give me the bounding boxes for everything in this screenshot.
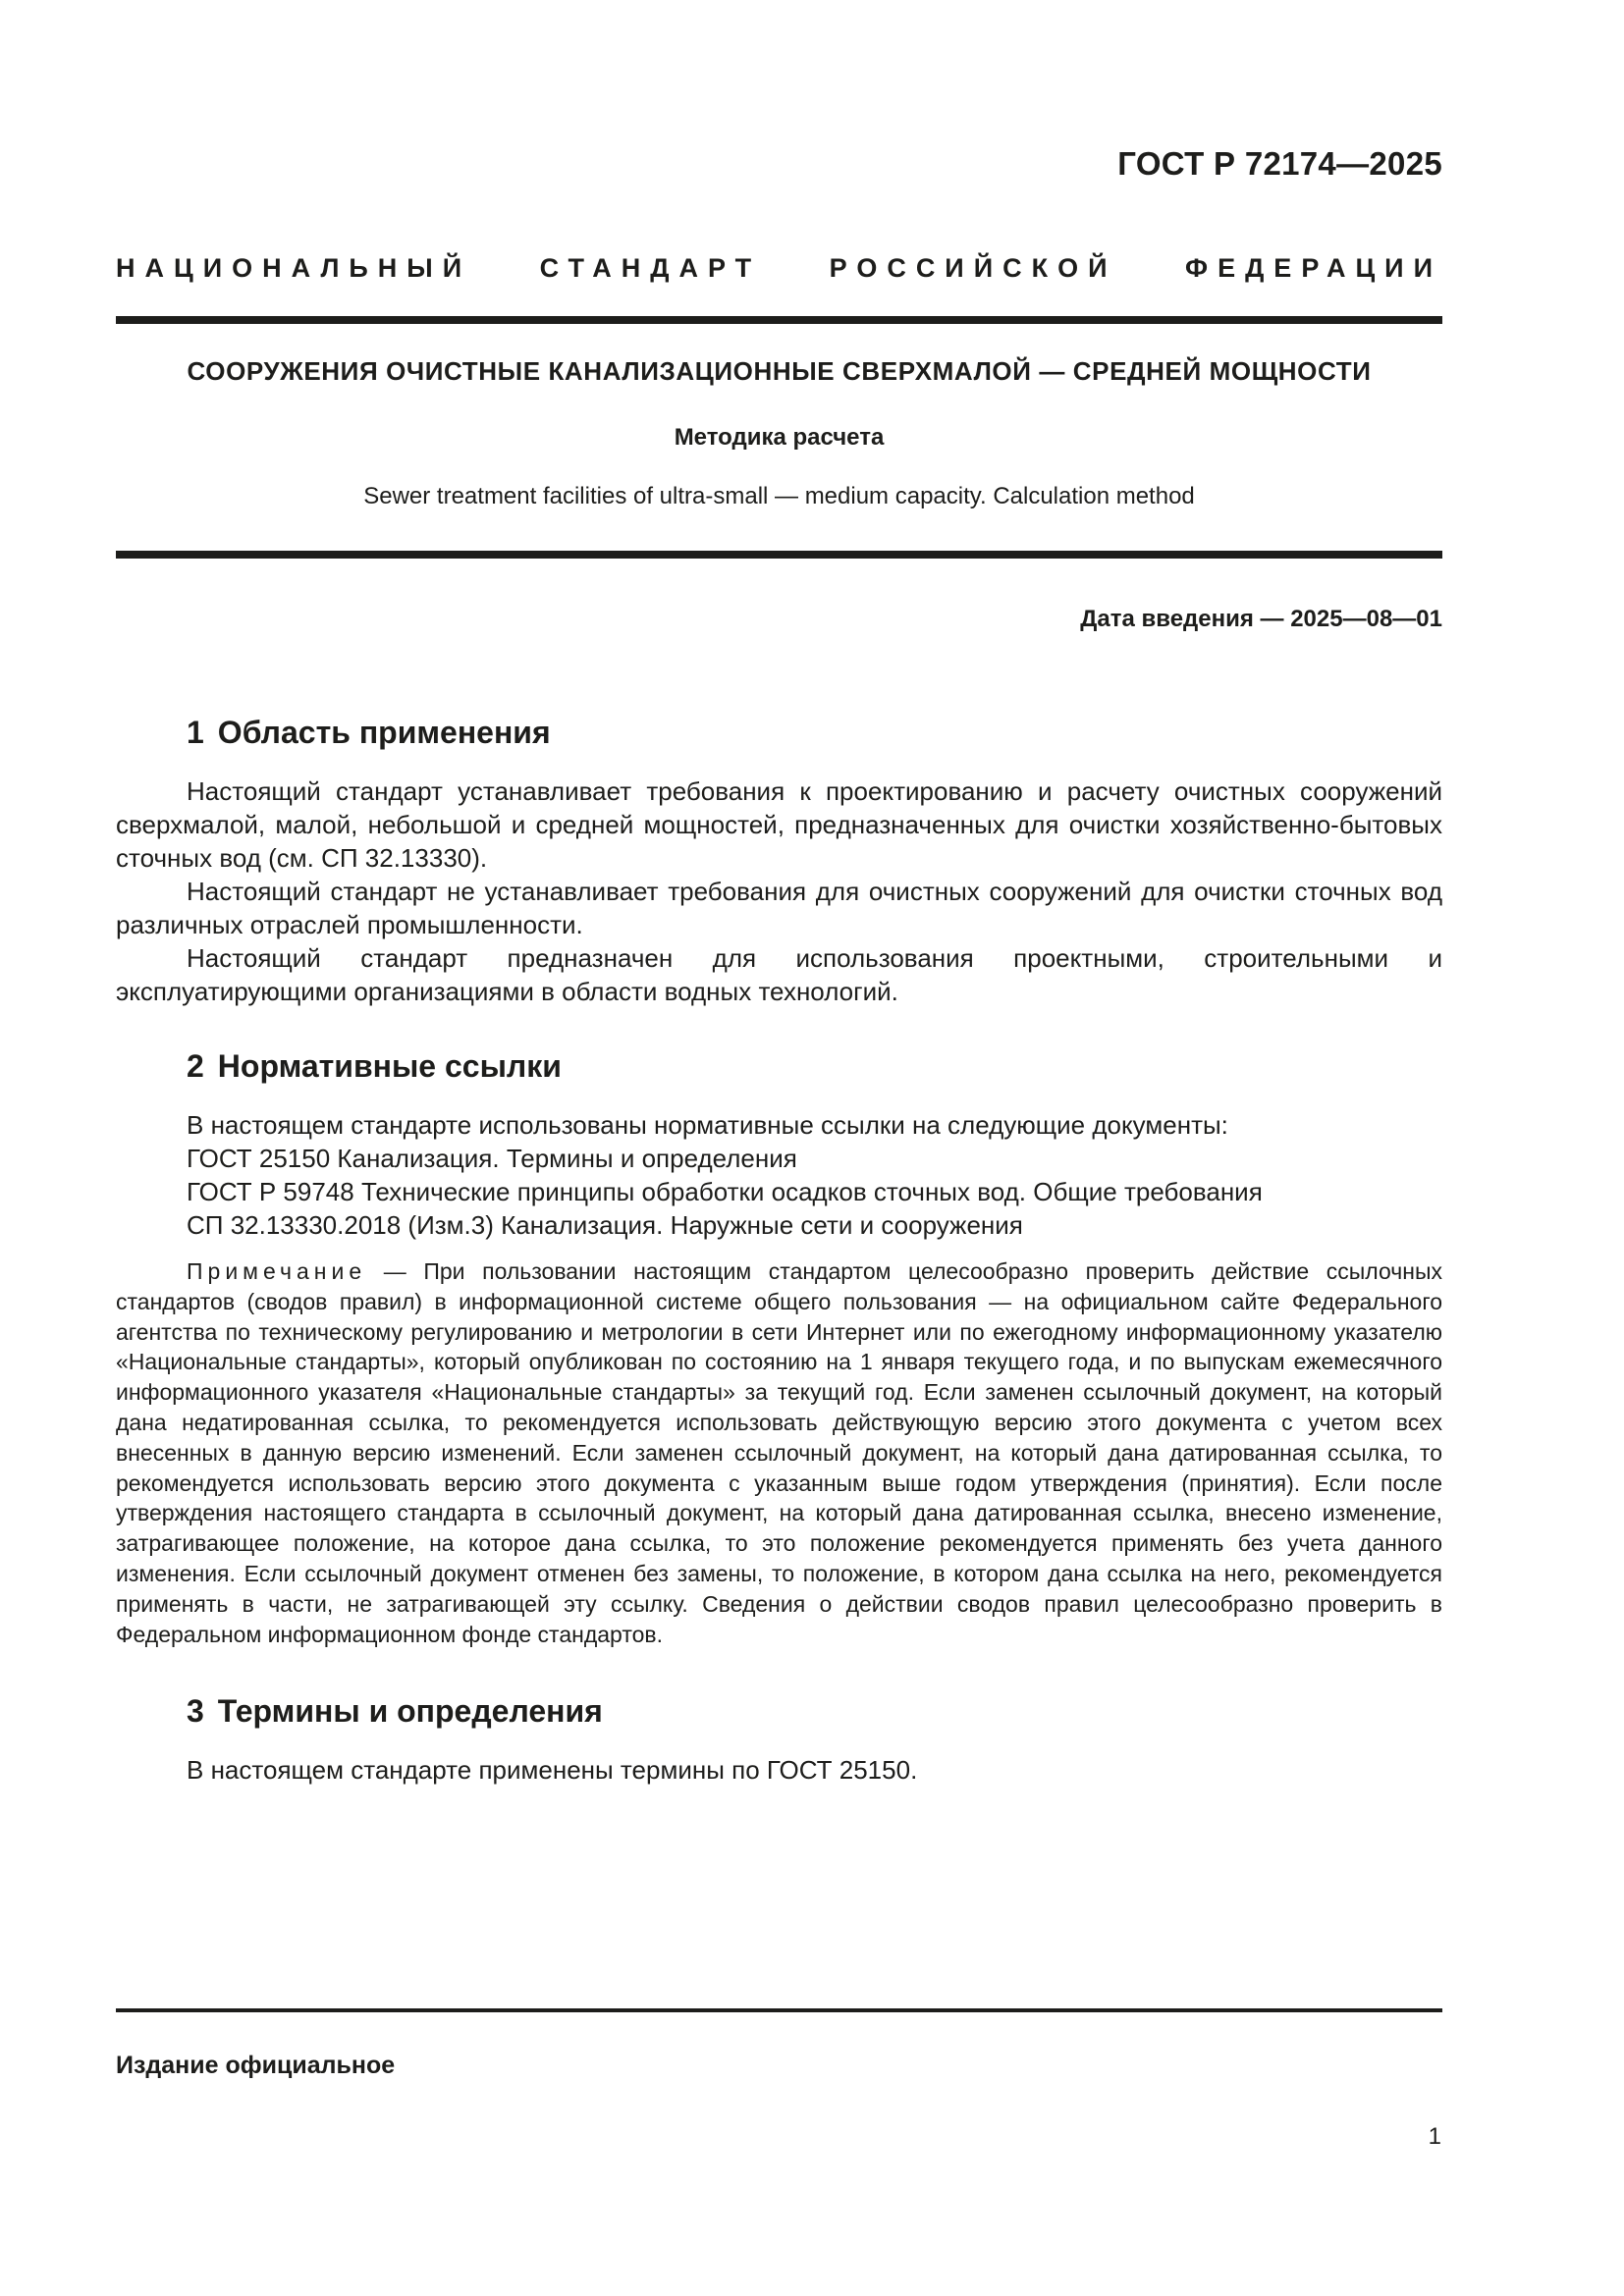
- section-1-paragraph-2: Настоящий стандарт не устанавливает требования для очистных сооружений для очистки сточных вод различных отраслей промышленности.: [116, 877, 1442, 939]
- document-title: СООРУЖЕНИЯ ОЧИСТНЫЕ КАНАЛИЗАЦИОННЫЕ СВЕРХМАЛОЙ — СРЕДНЕЙ МОЩНОСТИ: [187, 356, 1372, 386]
- section-title: Нормативные ссылки: [217, 1048, 562, 1084]
- section-3-heading: [187, 1693, 603, 1730]
- page-number: 1: [1428, 2123, 1441, 2150]
- document-title-english: Sewer treatment facilities of ultra-small — medium capacity. Calculation method: [363, 483, 1195, 509]
- note: [116, 1256, 1442, 1649]
- section-1-heading: [187, 715, 551, 751]
- title-bottom-rule: [116, 551, 1442, 559]
- section-number: 1: [187, 715, 204, 750]
- section-3-text: В настоящем стандарте применены термины по ГОСТ 25150.: [187, 1755, 918, 1785]
- footer-rule: [116, 2008, 1442, 2012]
- national-standard-banner: НАЦИОНАЛЬНЫЙ СТАНДАРТ РОССИЙСКОЙ ФЕДЕРАЦИИ: [116, 253, 1442, 283]
- section-number: 3: [187, 1693, 204, 1729]
- reference-item: СП 32.13330.2018 (Изм.3) Канализация. Наружные сети и сооружения: [187, 1210, 1023, 1240]
- note-label: Примечание: [187, 1258, 367, 1284]
- document-code: ГОСТ Р 72174—2025: [1117, 145, 1442, 182]
- top-rule: [116, 316, 1442, 324]
- note-text: — При пользовании настоящим стандартом целесообразно проверить действие ссылочных стандартов (сводов правил) в информационной системе общего пользования — на официальном сайте Федерального агентства по техническому регулированию и метрологии в сети Интернет или по ежегодному информационному указателю «Национальные стандарты», который опубликован по состоянию на 1 января текущего года, и по выпускам ежемесячного информационного указателя «Национальные стандарты» за текущий год. Если заменен ссылочный документ, на который дана недатированная ссылка, то рекомендуется использовать действующую версию этого документа с учетом всех внесенных в данную версию изменений. Если заменен ссылочный документ, на который дана датированная ссылка, то рекомендуется использовать версию этого документа с указанным выше годом утверждения (принятия). Если после утверждения настоящего стандарта в ссылочный документ, на который дана датированная ссылка, внесено изменение, затрагивающее положение, на которое дана ссылка, то это положение рекомендуется применять без учета данного изменения. Если ссылочный документ отменен без замены, то положение, в котором дана ссылка на него, рекомендуется применять в части, не затрагивающей эту ссылку. Сведения о действии сводов правил целесообразно проверить в Федеральном информационном фонде стандартов.: [116, 1258, 1442, 1647]
- official-edition-label: Издание официальное: [116, 2052, 396, 2079]
- section-number: 2: [187, 1048, 204, 1084]
- reference-item: ГОСТ Р 59748 Технические принципы обработки осадков сточных вод. Общие требования: [187, 1177, 1263, 1206]
- references-intro: В настоящем стандарте использованы нормативные ссылки на следующие документы:: [187, 1110, 1228, 1140]
- section-1-paragraph-3: Настоящий стандарт предназначен для использования проектными, строительными и эксплуатирующими организациями в области водных технологий.: [116, 943, 1442, 1006]
- introduction-date: Дата введения — 2025—08—01: [1080, 606, 1442, 632]
- section-title: Область применения: [217, 715, 551, 750]
- normative-references: [187, 1108, 1263, 1242]
- reference-item: ГОСТ 25150 Канализация. Термины и определения: [187, 1144, 797, 1173]
- section-2-heading: [187, 1048, 562, 1085]
- section-title: Термины и определения: [217, 1693, 603, 1729]
- document-subtitle: Методика расчета: [674, 424, 885, 451]
- section-1-paragraph-1: Настоящий стандарт устанавливает требования к проектированию и расчету очистных сооружений сверхмалой, малой, небольшой и средней мощностей, предназначенных для очистки хозяйственно-бытовых сточных вод (см. СП 32.13330).: [116, 776, 1442, 873]
